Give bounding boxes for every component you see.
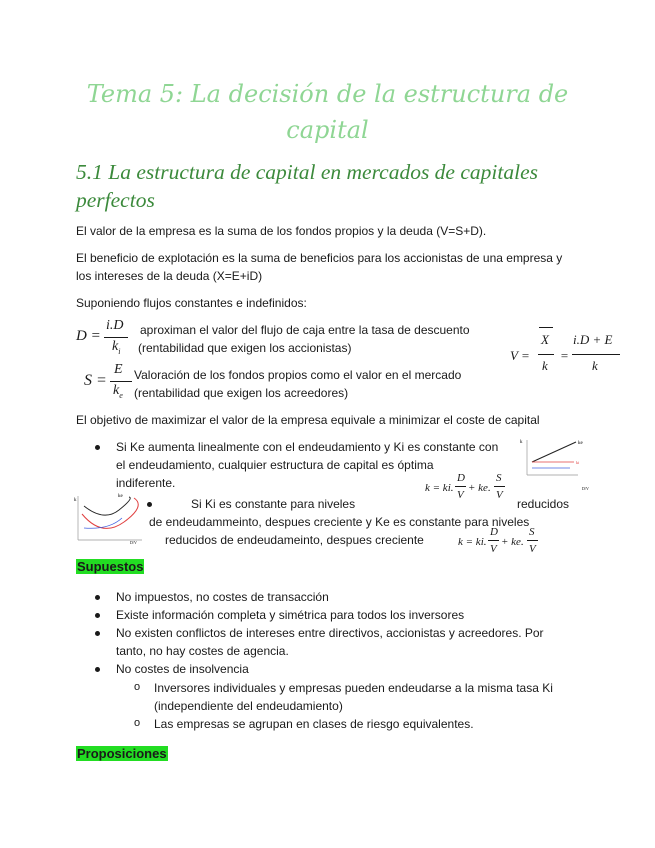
chart1-label-x: D/V — [582, 486, 589, 491]
formula-k2-bar2 — [527, 540, 538, 541]
supuestos-heading — [76, 558, 144, 576]
chart2-ke-curve — [84, 497, 130, 515]
formula-equity-bar — [110, 381, 132, 382]
formula-k1-bar1 — [455, 486, 466, 487]
supuestos-heading-text: Supuestos — [77, 559, 144, 574]
chart1-label-k: k — [520, 440, 523, 445]
formula-equity-den: $k_e$ — [113, 383, 123, 400]
formula-debt-lhs: D = — [76, 328, 101, 344]
formula-v-den2: k — [592, 358, 598, 373]
sub-supuesto-1-line1: Inversores individuales y empresas pueden endeudarse a la misma tasa Ki — [154, 681, 553, 695]
formula-v-overbar — [539, 327, 553, 328]
formula-debt-text1: aproximan el valor del flujo de caja entre la tasa de descuento — [140, 323, 470, 337]
sub-supuesto-marker-2: o — [134, 717, 141, 729]
formula-v-num2: i.D + E — [573, 332, 613, 347]
proposiciones-heading — [76, 745, 168, 763]
formula-k1-plus: + ke. — [468, 482, 491, 494]
formula-k1-den1: V — [457, 489, 464, 501]
supuesto-marker-2 — [95, 613, 100, 618]
formula-cost-capital-1 — [425, 472, 525, 508]
formula-k2-bar1 — [488, 540, 499, 541]
paragraph-profit-line1: El beneficio de explotación es la suma de beneficios para los accionistas de una empresa y — [76, 251, 563, 265]
bullet-marker-1 — [95, 445, 100, 450]
paragraph-profit-line2: los intereses de la deuda (X=E+iD) — [76, 269, 263, 283]
paragraph-value: El valor de la empresa es la suma de los fondos propios y la deuda (V=S+D). — [76, 224, 487, 238]
bullet2-line3: reducidos de endeudameinto, despues creciente — [165, 533, 424, 547]
bullet1-line1: Si Ke aumenta linealmente con el endeudamiento y Ki es constante con — [116, 440, 499, 454]
formula-debt-bar — [104, 337, 128, 338]
formula-equity-num: E — [114, 362, 123, 377]
supuesto-2: Existe información completa y simétrica para todos los inversores — [116, 608, 465, 622]
paragraph-objective: El objetivo de maximizar el valor de la empresa equivale a minimizar el coste de capital — [76, 413, 540, 427]
formula-k1-num1: D — [457, 472, 465, 484]
formula-equity-text1: Valoración de los fondos propios como el valor en el mercado — [134, 368, 462, 382]
chart1-ke-line — [532, 442, 576, 462]
supuesto-1: No impuestos, no costes de transacción — [116, 590, 329, 604]
supuesto-marker-3 — [95, 631, 100, 636]
chart2-k-curve — [82, 498, 138, 528]
supuesto-marker-4 — [95, 667, 100, 672]
formula-k1-num2: S — [496, 472, 502, 484]
page-title-line2: capital — [286, 116, 369, 144]
formula-v-lhs: V = — [510, 348, 530, 363]
chart2-label-k: k — [74, 498, 77, 503]
supuesto-marker-1 — [95, 595, 100, 600]
sub-supuesto-2: Las empresas se agrupan en clases de riesgo equivalentes. — [154, 717, 474, 731]
mini-chart-constant-k — [520, 435, 600, 495]
formula-k2-den2: V — [529, 543, 536, 555]
paragraph-assumption: Suponiendo flujos constantes e indefinidos: — [76, 296, 307, 310]
chart1-label-ki: ki — [576, 460, 580, 465]
sub-supuesto-marker-1: o — [134, 681, 141, 693]
chart2-label-x: D/V — [130, 540, 137, 545]
bullet2-line1b: reducidos — [517, 497, 570, 511]
formula-cost-capital-2 — [458, 526, 558, 562]
formula-k1-bar2 — [494, 486, 505, 487]
formula-equity-text2: (rentabilidad que exigen los acreedores) — [134, 386, 349, 400]
formula-v-den1: k — [542, 358, 548, 373]
mini-chart-u-shaped — [74, 492, 146, 554]
formula-k2-plus: + ke. — [501, 536, 524, 548]
formula-firm-value — [510, 334, 635, 380]
sub-supuesto-1-line2: (independiente del endeudamiento) — [154, 699, 343, 713]
section-heading-line2: perfectos — [76, 188, 155, 212]
formula-v-bar1 — [538, 354, 554, 355]
chart2-label-ke: ke — [118, 494, 123, 499]
formula-k2-num2: S — [529, 526, 535, 538]
formula-k2-num1: D — [490, 526, 498, 538]
formula-equity-lhs: S = — [84, 372, 107, 389]
bullet2-line2: de endeudammeinto, despues creciente y Ke es constante para niveles — [149, 515, 530, 529]
formula-k1-lhs: k = ki. — [425, 482, 454, 494]
bullet2-line1a: Si Ki es constante para niveles — [191, 497, 356, 511]
formula-v-num1: X — [541, 332, 549, 347]
formula-k1-den2: V — [496, 489, 503, 501]
bullet1-line3: indiferente. — [116, 476, 176, 490]
formula-v-bar2 — [572, 354, 620, 355]
formula-debt-num: i.D — [106, 318, 124, 333]
formula-debt-text2: (rentabilidad que exigen los accionistas) — [138, 341, 352, 355]
bullet-marker-2 — [147, 502, 152, 507]
formula-k2-lhs: k = ki. — [458, 536, 487, 548]
supuesto-3-line1: No existen conflictos de intereses entre directivos, accionistas y acreedores. Por — [116, 626, 544, 640]
proposiciones-heading-text: Proposiciones — [77, 746, 167, 761]
formula-debt — [76, 318, 136, 358]
page-title-line1: Tema 5: La decisión de la estructura de — [86, 80, 569, 108]
formula-v-eq: = — [560, 348, 569, 363]
supuesto-4: No costes de insolvencia — [116, 662, 249, 676]
section-heading-line1: 5.1 La estructura de capital en mercados de capitales — [76, 160, 538, 184]
supuesto-3-line2: tanto, no hay costes de agencia. — [116, 644, 289, 658]
chart1-label-ke: ke — [578, 441, 583, 446]
formula-debt-den: $k_i$ — [112, 339, 121, 356]
bullet1-line2: el endeudamiento, cualquier estructura de capital es óptima — [116, 458, 434, 472]
formula-k2-den1: V — [490, 543, 497, 555]
